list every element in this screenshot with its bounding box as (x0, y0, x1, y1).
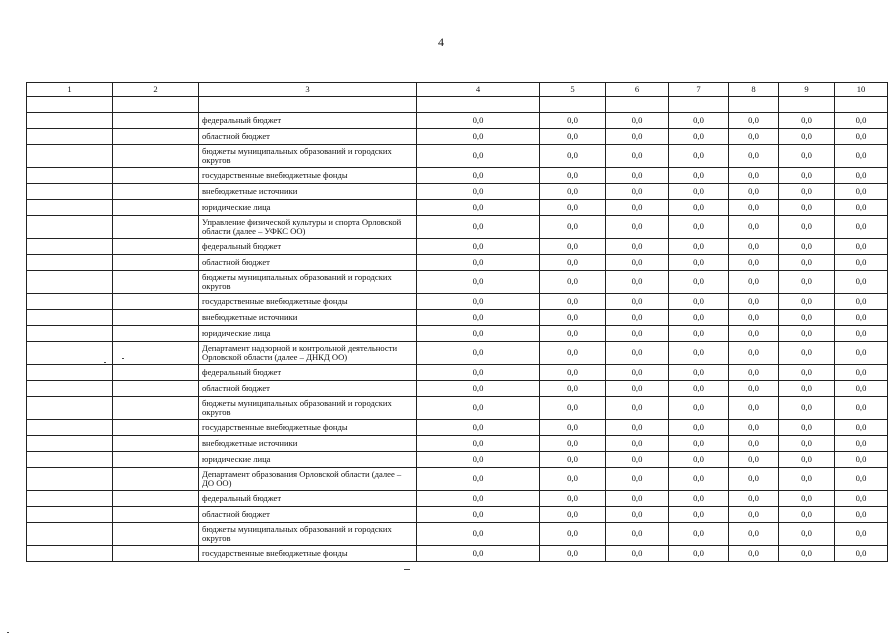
column-number-row (27, 83, 888, 97)
value-cell: 0,0 (417, 420, 540, 436)
row-label: государственные внебюджетные фонды (199, 294, 417, 310)
blank-cell-col1 (27, 310, 113, 326)
value-cell: 0,0 (540, 113, 606, 129)
value-cell: 0,0 (669, 326, 729, 342)
blank-cell-col2 (113, 436, 199, 452)
value-cell: 0,0 (540, 168, 606, 184)
row-label: юридические лица (199, 452, 417, 468)
row-label: областной бюджет (199, 129, 417, 145)
blank-cell-col1 (27, 468, 113, 491)
blank-cell-col1 (27, 255, 113, 271)
row-label: областной бюджет (199, 381, 417, 397)
value-cell: 0,0 (729, 381, 779, 397)
row-label: областной бюджет (199, 255, 417, 271)
table-row (27, 452, 888, 468)
value-cell: 0,0 (729, 546, 779, 562)
value-cell: 0,0 (835, 168, 888, 184)
value-cell: 0,0 (779, 216, 835, 239)
value-cell: 0,0 (669, 200, 729, 216)
column-header: 3 (199, 83, 417, 97)
column-header: 1 (27, 83, 113, 97)
row-label: федеральный бюджет (199, 239, 417, 255)
blank-cell-col2 (113, 342, 199, 365)
column-header: 9 (779, 83, 835, 97)
table-row (27, 113, 888, 129)
table-row (27, 546, 888, 562)
blank-cell-col2 (113, 523, 199, 546)
value-cell: 0,0 (417, 326, 540, 342)
value-cell: 0,0 (779, 239, 835, 255)
blank-cell-col1 (27, 168, 113, 184)
value-cell: 0,0 (540, 491, 606, 507)
value-cell: 0,0 (540, 397, 606, 420)
value-cell: 0,0 (540, 381, 606, 397)
value-cell: 0,0 (540, 294, 606, 310)
value-cell: 0,0 (669, 381, 729, 397)
value-cell: 0,0 (417, 271, 540, 294)
value-cell: 0,0 (417, 216, 540, 239)
row-label: бюджеты муниципальных образований и городских округов (199, 523, 417, 546)
column-header: 8 (729, 83, 779, 97)
blank-cell-col1 (27, 365, 113, 381)
blank-cell-col2 (113, 326, 199, 342)
table-row (27, 491, 888, 507)
table-row (27, 468, 888, 491)
value-cell: 0,0 (779, 145, 835, 168)
blank-cell-col2 (113, 468, 199, 491)
value-cell: 0,0 (729, 216, 779, 239)
blank-cell-col2 (113, 271, 199, 294)
value-cell: 0,0 (606, 200, 669, 216)
blank-cell-col1 (27, 523, 113, 546)
value-cell: 0,0 (779, 397, 835, 420)
value-cell: 0,0 (729, 145, 779, 168)
row-label: Управление физической культуры и спорта Орловской области (далее – УФКС ОО) (199, 216, 417, 239)
blank-cell-col2 (113, 397, 199, 420)
value-cell: 0,0 (606, 468, 669, 491)
value-cell: 0,0 (835, 239, 888, 255)
blank-cell-col1 (27, 436, 113, 452)
value-cell: 0,0 (669, 129, 729, 145)
value-cell: 0,0 (417, 436, 540, 452)
row-label: государственные внебюджетные фонды (199, 546, 417, 562)
value-cell: 0,0 (835, 326, 888, 342)
value-cell: 0,0 (540, 310, 606, 326)
value-cell: 0,0 (417, 381, 540, 397)
table-row (27, 255, 888, 271)
value-cell: 0,0 (729, 200, 779, 216)
value-cell: 0,0 (729, 113, 779, 129)
value-cell: 0,0 (417, 255, 540, 271)
scan-speck (404, 569, 410, 570)
blank-cell-col1 (27, 239, 113, 255)
blank-cell-col2 (113, 129, 199, 145)
blank-cell-col1 (27, 491, 113, 507)
blank-cell-col2 (113, 184, 199, 200)
value-cell: 0,0 (606, 365, 669, 381)
value-cell: 0,0 (669, 436, 729, 452)
blank-cell-col2 (113, 507, 199, 523)
value-cell: 0,0 (417, 145, 540, 168)
blank-cell-col2 (113, 546, 199, 562)
blank-cell-col1 (27, 113, 113, 129)
value-cell: 0,0 (779, 523, 835, 546)
value-cell: 0,0 (835, 113, 888, 129)
row-label: бюджеты муниципальных образований и городских округов (199, 397, 417, 420)
value-cell: 0,0 (669, 145, 729, 168)
row-label: федеральный бюджет (199, 113, 417, 129)
scan-speck (7, 632, 9, 633)
value-cell: 0,0 (835, 491, 888, 507)
value-cell: 0,0 (606, 216, 669, 239)
value-cell: 0,0 (669, 113, 729, 129)
table-row (27, 326, 888, 342)
value-cell: 0,0 (835, 381, 888, 397)
value-cell: 0,0 (779, 452, 835, 468)
value-cell: 0,0 (417, 342, 540, 365)
column-header: 6 (606, 83, 669, 97)
blank-cell-col1 (27, 381, 113, 397)
value-cell: 0,0 (779, 200, 835, 216)
value-cell: 0,0 (779, 468, 835, 491)
table-row (27, 507, 888, 523)
value-cell: 0,0 (729, 397, 779, 420)
value-cell: 0,0 (779, 507, 835, 523)
value-cell: 0,0 (669, 342, 729, 365)
table-row (27, 145, 888, 168)
scan-speck (122, 358, 124, 359)
value-cell: 0,0 (417, 452, 540, 468)
blank-cell-col1 (27, 326, 113, 342)
value-cell: 0,0 (606, 113, 669, 129)
value-cell: 0,0 (835, 452, 888, 468)
table-row (27, 381, 888, 397)
value-cell: 0,0 (540, 184, 606, 200)
page-number: 4 (438, 35, 444, 49)
row-label: Департамент образования Орловской области (далее – ДО ОО) (199, 468, 417, 491)
value-cell: 0,0 (729, 452, 779, 468)
value-cell: 0,0 (606, 145, 669, 168)
table-row (27, 271, 888, 294)
value-cell: 0,0 (606, 255, 669, 271)
value-cell: 0,0 (835, 271, 888, 294)
value-cell: 0,0 (835, 365, 888, 381)
value-cell: 0,0 (669, 184, 729, 200)
value-cell: 0,0 (606, 239, 669, 255)
table-row (27, 436, 888, 452)
value-cell: 0,0 (729, 239, 779, 255)
value-cell: 0,0 (779, 113, 835, 129)
value-cell: 0,0 (669, 239, 729, 255)
value-cell: 0,0 (835, 468, 888, 491)
value-cell: 0,0 (835, 255, 888, 271)
value-cell: 0,0 (835, 342, 888, 365)
blank-cell-col1 (27, 129, 113, 145)
value-cell: 0,0 (669, 365, 729, 381)
table-row (27, 184, 888, 200)
column-header: 4 (417, 83, 540, 97)
blank-cell-col2 (113, 381, 199, 397)
value-cell: 0,0 (540, 129, 606, 145)
value-cell: 0,0 (417, 184, 540, 200)
value-cell: 0,0 (835, 310, 888, 326)
blank-cell-col2 (113, 420, 199, 436)
value-cell: 0,0 (417, 129, 540, 145)
value-cell: 0,0 (669, 420, 729, 436)
value-cell: 0,0 (729, 184, 779, 200)
value-cell: 0,0 (540, 216, 606, 239)
blank-cell-col1 (27, 546, 113, 562)
blank-cell-col1 (27, 452, 113, 468)
value-cell: 0,0 (779, 294, 835, 310)
value-cell: 0,0 (835, 436, 888, 452)
scan-speck (104, 362, 106, 363)
blank-cell-col1 (27, 397, 113, 420)
value-cell: 0,0 (835, 546, 888, 562)
value-cell: 0,0 (779, 420, 835, 436)
value-cell: 0,0 (835, 184, 888, 200)
row-label: областной бюджет (199, 507, 417, 523)
blank-cell-col1 (27, 420, 113, 436)
table-body (27, 97, 888, 562)
value-cell: 0,0 (729, 271, 779, 294)
value-cell: 0,0 (417, 294, 540, 310)
row-label: федеральный бюджет (199, 491, 417, 507)
value-cell: 0,0 (540, 200, 606, 216)
value-cell: 0,0 (729, 523, 779, 546)
blank-cell-col2 (113, 294, 199, 310)
column-header: 5 (540, 83, 606, 97)
value-cell: 0,0 (417, 397, 540, 420)
column-header: 7 (669, 83, 729, 97)
row-label: государственные внебюджетные фонды (199, 420, 417, 436)
value-cell: 0,0 (417, 168, 540, 184)
value-cell: 0,0 (417, 546, 540, 562)
value-cell: 0,0 (779, 255, 835, 271)
value-cell: 0,0 (606, 397, 669, 420)
value-cell: 0,0 (540, 468, 606, 491)
table-row (27, 397, 888, 420)
row-label: государственные внебюджетные фонды (199, 168, 417, 184)
value-cell: 0,0 (729, 326, 779, 342)
value-cell: 0,0 (540, 271, 606, 294)
value-cell: 0,0 (417, 239, 540, 255)
value-cell: 0,0 (417, 200, 540, 216)
value-cell: 0,0 (729, 420, 779, 436)
value-cell: 0,0 (779, 491, 835, 507)
value-cell: 0,0 (606, 381, 669, 397)
value-cell: 0,0 (729, 436, 779, 452)
value-cell: 0,0 (540, 420, 606, 436)
value-cell: 0,0 (606, 271, 669, 294)
row-label: юридические лица (199, 200, 417, 216)
value-cell: 0,0 (779, 168, 835, 184)
row-label: внебюджетные источники (199, 310, 417, 326)
column-header: 2 (113, 83, 199, 97)
row-label: федеральный бюджет (199, 365, 417, 381)
value-cell: 0,0 (417, 468, 540, 491)
value-cell: 0,0 (669, 507, 729, 523)
row-label: Департамент надзорной и контрольной деятельности Орловской области (далее – ДНКД ОО) (199, 342, 417, 365)
table-row (27, 168, 888, 184)
value-cell: 0,0 (606, 326, 669, 342)
value-cell: 0,0 (606, 491, 669, 507)
blank-cell-col2 (113, 200, 199, 216)
row-label: юридические лица (199, 326, 417, 342)
value-cell: 0,0 (669, 523, 729, 546)
value-cell: 0,0 (779, 310, 835, 326)
value-cell: 0,0 (835, 200, 888, 216)
row-label: бюджеты муниципальных образований и городских округов (199, 145, 417, 168)
value-cell: 0,0 (729, 491, 779, 507)
blank-cell-col2 (113, 145, 199, 168)
value-cell: 0,0 (540, 342, 606, 365)
blank-cell-col1 (27, 294, 113, 310)
value-cell: 0,0 (606, 523, 669, 546)
blank-cell-col2 (113, 255, 199, 271)
value-cell: 0,0 (779, 184, 835, 200)
value-cell: 0,0 (417, 507, 540, 523)
row-label: внебюджетные источники (199, 436, 417, 452)
value-cell: 0,0 (540, 507, 606, 523)
value-cell: 0,0 (669, 271, 729, 294)
value-cell: 0,0 (417, 365, 540, 381)
value-cell: 0,0 (669, 168, 729, 184)
value-cell: 0,0 (729, 168, 779, 184)
value-cell: 0,0 (540, 255, 606, 271)
value-cell: 0,0 (835, 294, 888, 310)
value-cell: 0,0 (540, 523, 606, 546)
blank-cell-col2 (113, 113, 199, 129)
value-cell: 0,0 (669, 546, 729, 562)
value-cell: 0,0 (417, 310, 540, 326)
value-cell: 0,0 (669, 294, 729, 310)
value-cell: 0,0 (729, 507, 779, 523)
blank-cell-col2 (113, 310, 199, 326)
blank-cell-col2 (113, 452, 199, 468)
value-cell: 0,0 (606, 168, 669, 184)
value-cell: 0,0 (729, 255, 779, 271)
blank-cell-col2 (113, 491, 199, 507)
table-row (27, 420, 888, 436)
value-cell: 0,0 (606, 507, 669, 523)
value-cell: 0,0 (835, 523, 888, 546)
value-cell: 0,0 (779, 365, 835, 381)
value-cell: 0,0 (606, 310, 669, 326)
blank-cell-col1 (27, 200, 113, 216)
blank-cell-col2 (113, 239, 199, 255)
value-cell: 0,0 (779, 546, 835, 562)
value-cell: 0,0 (779, 436, 835, 452)
table-row (27, 216, 888, 239)
value-cell: 0,0 (779, 326, 835, 342)
budget-table (26, 82, 888, 562)
value-cell: 0,0 (540, 452, 606, 468)
table-row (27, 342, 888, 365)
value-cell: 0,0 (417, 523, 540, 546)
value-cell: 0,0 (669, 310, 729, 326)
value-cell: 0,0 (779, 342, 835, 365)
value-cell: 0,0 (417, 491, 540, 507)
value-cell: 0,0 (540, 436, 606, 452)
value-cell: 0,0 (540, 365, 606, 381)
blank-cell-col1 (27, 271, 113, 294)
value-cell: 0,0 (606, 436, 669, 452)
value-cell: 0,0 (729, 129, 779, 145)
value-cell: 0,0 (540, 546, 606, 562)
value-cell: 0,0 (606, 420, 669, 436)
table-row (27, 294, 888, 310)
value-cell: 0,0 (835, 397, 888, 420)
spacer-row (27, 97, 888, 113)
value-cell: 0,0 (606, 546, 669, 562)
value-cell: 0,0 (729, 294, 779, 310)
value-cell: 0,0 (417, 113, 540, 129)
value-cell: 0,0 (779, 271, 835, 294)
table-row (27, 129, 888, 145)
value-cell: 0,0 (729, 468, 779, 491)
value-cell: 0,0 (606, 129, 669, 145)
value-cell: 0,0 (779, 381, 835, 397)
value-cell: 0,0 (540, 239, 606, 255)
table-row (27, 239, 888, 255)
table-row (27, 523, 888, 546)
value-cell: 0,0 (669, 397, 729, 420)
value-cell: 0,0 (835, 420, 888, 436)
value-cell: 0,0 (779, 129, 835, 145)
value-cell: 0,0 (835, 129, 888, 145)
value-cell: 0,0 (540, 145, 606, 168)
blank-cell-col2 (113, 216, 199, 239)
column-header: 10 (835, 83, 888, 97)
value-cell: 0,0 (729, 365, 779, 381)
table-row (27, 200, 888, 216)
value-cell: 0,0 (606, 452, 669, 468)
blank-cell-col1 (27, 145, 113, 168)
value-cell: 0,0 (835, 216, 888, 239)
blank-cell-col2 (113, 168, 199, 184)
blank-cell-col1 (27, 216, 113, 239)
blank-cell-col2 (113, 365, 199, 381)
value-cell: 0,0 (606, 184, 669, 200)
value-cell: 0,0 (669, 452, 729, 468)
blank-cell-col1 (27, 184, 113, 200)
value-cell: 0,0 (540, 326, 606, 342)
row-label: бюджеты муниципальных образований и городских округов (199, 271, 417, 294)
blank-cell-col1 (27, 342, 113, 365)
blank-cell-col1 (27, 507, 113, 523)
value-cell: 0,0 (669, 491, 729, 507)
value-cell: 0,0 (669, 468, 729, 491)
value-cell: 0,0 (606, 294, 669, 310)
value-cell: 0,0 (729, 342, 779, 365)
table-row (27, 310, 888, 326)
value-cell: 0,0 (669, 216, 729, 239)
table-row (27, 365, 888, 381)
value-cell: 0,0 (669, 255, 729, 271)
value-cell: 0,0 (835, 145, 888, 168)
row-label: внебюджетные источники (199, 184, 417, 200)
value-cell: 0,0 (729, 310, 779, 326)
value-cell: 0,0 (835, 507, 888, 523)
value-cell: 0,0 (606, 342, 669, 365)
